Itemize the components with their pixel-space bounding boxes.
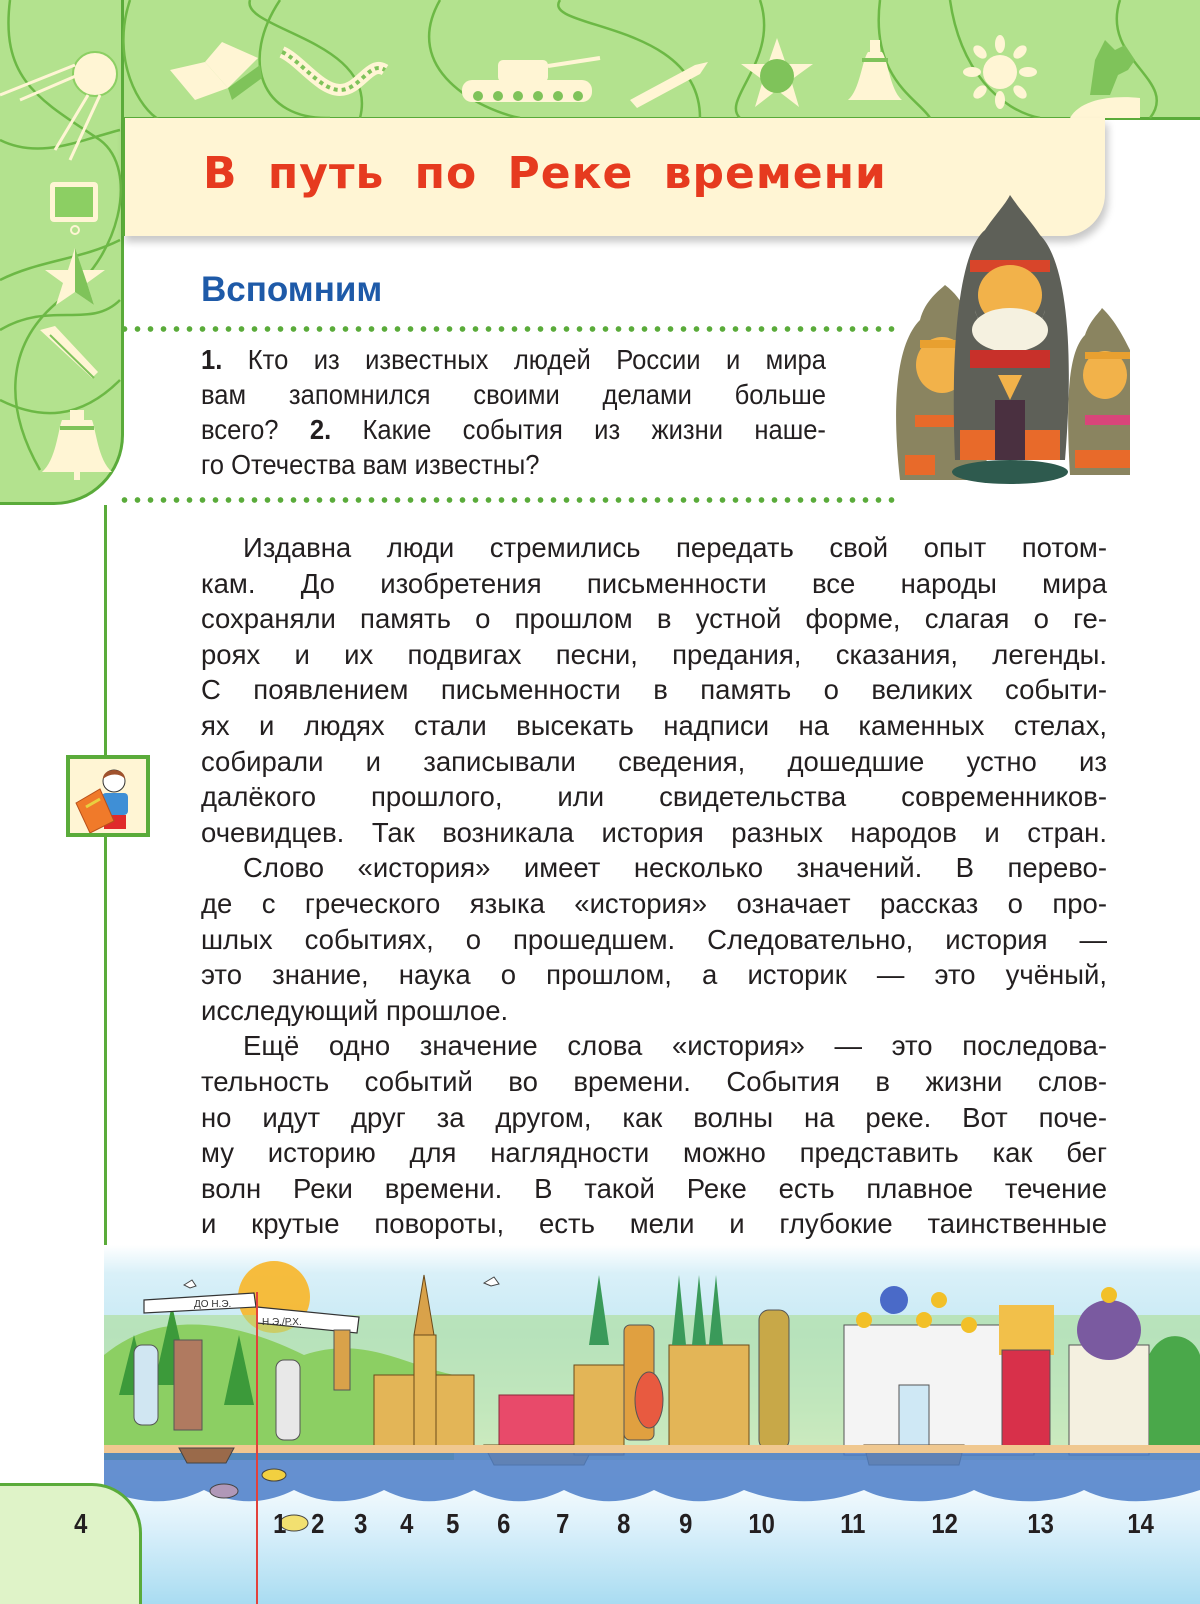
paragraph-line: му историю для наглядности можно представить как бег (201, 1137, 1107, 1169)
timeline-number: 13 (1027, 1508, 1054, 1539)
paragraph-line: волн Реки времени. В такой Реке есть плавное течение (201, 1172, 1107, 1204)
recall-line (201, 342, 826, 377)
timeline-number: 5 (446, 1508, 460, 1539)
timeline-numbers (0, 1508, 1200, 1548)
paragraph-line: но идут друг за другом, как волны на реке. Вот поче- (201, 1101, 1107, 1133)
dove-icon (484, 1277, 499, 1286)
paragraph-line: очевидцев. Так возникала история разных народов и стран. (201, 816, 1107, 848)
recall-line (201, 447, 826, 482)
river-of-time-illustration (104, 1245, 1200, 1604)
timeline-number: 11 (840, 1508, 866, 1539)
paragraph-line: кам. До изобретения письменности все народы мира (201, 567, 1107, 599)
question-text: всего? (201, 414, 310, 445)
paragraph-line: это знание, наука о прошлом, а историк — это учёный, (201, 959, 1107, 991)
timeline-number: 2 (311, 1508, 325, 1539)
question-number: 1. (201, 344, 223, 375)
question-number: 2. (309, 414, 332, 445)
boy-reading-book-icon (66, 755, 150, 837)
timeline-number: 3 (354, 1508, 368, 1539)
boat-icon (179, 1448, 234, 1463)
question-text: Кто из известных людей России и мира (222, 344, 826, 375)
fish-icon (262, 1469, 286, 1481)
dove-icon (184, 1280, 196, 1288)
paragraph-line: Ещё одно значение слова «история» — это последова- (243, 1030, 1107, 1062)
question-text: Какие события из жизни наше- (331, 414, 826, 445)
paragraph-line: тельность событий во времени. События в жизни слов- (201, 1065, 1107, 1097)
page-number: 4 (74, 1508, 88, 1539)
header-decor-band (0, 0, 1200, 120)
banner-ce: Н.Э./Р.Х. (262, 1317, 302, 1328)
timeline-number: 1 (273, 1508, 287, 1539)
timeline-number: 9 (679, 1508, 693, 1539)
recall-line (201, 377, 826, 412)
body-text (201, 530, 1107, 1242)
page-title: В путь по Реке времени (203, 148, 887, 199)
timeline-number: 14 (1127, 1508, 1154, 1539)
paragraph-line: роях и их подвигах песни, предания, сказания, легенды. (201, 638, 1107, 670)
paragraph-line: Издавна люди стремились передать свой опыт потом- (243, 532, 1107, 563)
page-number-tab (0, 1483, 142, 1604)
paragraph-line: исследующий прошлое. (201, 994, 509, 1026)
timeline-number: 4 (400, 1508, 414, 1539)
question-text: го Отечества вам известны? (201, 449, 540, 480)
era-divider-line (256, 1292, 258, 1604)
recall-heading: Вспомним (201, 270, 383, 309)
recall-questions (201, 342, 826, 482)
matryoshka-right (1068, 308, 1130, 475)
matryoshka-center (952, 195, 1069, 484)
paragraph-line: де с греческого языка «история» означает рассказ о про- (201, 887, 1107, 919)
matryoshka-dolls-photo (890, 190, 1130, 495)
timeline-number: 12 (931, 1508, 958, 1539)
side-decor-band (0, 0, 124, 505)
banner-bce: ДО Н.Э. (194, 1299, 232, 1310)
paragraph-line: собирали и записывали сведения, дошедшие устно из (201, 745, 1107, 777)
timeline-number: 6 (497, 1508, 511, 1539)
paragraph-line: и крутые повороты, есть мели и глубокие таинственные (201, 1208, 1107, 1240)
paragraph-line: сохраняли память о прошлом в устной форме, слагая о ге- (201, 603, 1107, 635)
dotted-divider-bottom (118, 497, 898, 503)
paragraph-line: шлых событиях, о прошедшем. Следовательно, история — (201, 923, 1107, 955)
timeline-number: 8 (617, 1508, 631, 1539)
question-text: вам запомнился своими делами больше (201, 379, 826, 410)
paragraph-line: Слово «история» имеет несколько значений. В перево- (243, 852, 1107, 884)
paragraph-line: далёкого прошлого, или свидетельства современников- (201, 781, 1107, 813)
timeline-number: 10 (748, 1508, 775, 1539)
fish-icon (210, 1484, 238, 1498)
timeline-number: 7 (556, 1508, 570, 1539)
dotted-divider-top (118, 326, 898, 332)
paragraph-line: ях и людях стали высекать надписи на каменных стелах, (201, 709, 1107, 741)
paragraph-line: С появлением письменности в память о великих событи- (201, 674, 1107, 706)
recall-line (201, 412, 826, 447)
